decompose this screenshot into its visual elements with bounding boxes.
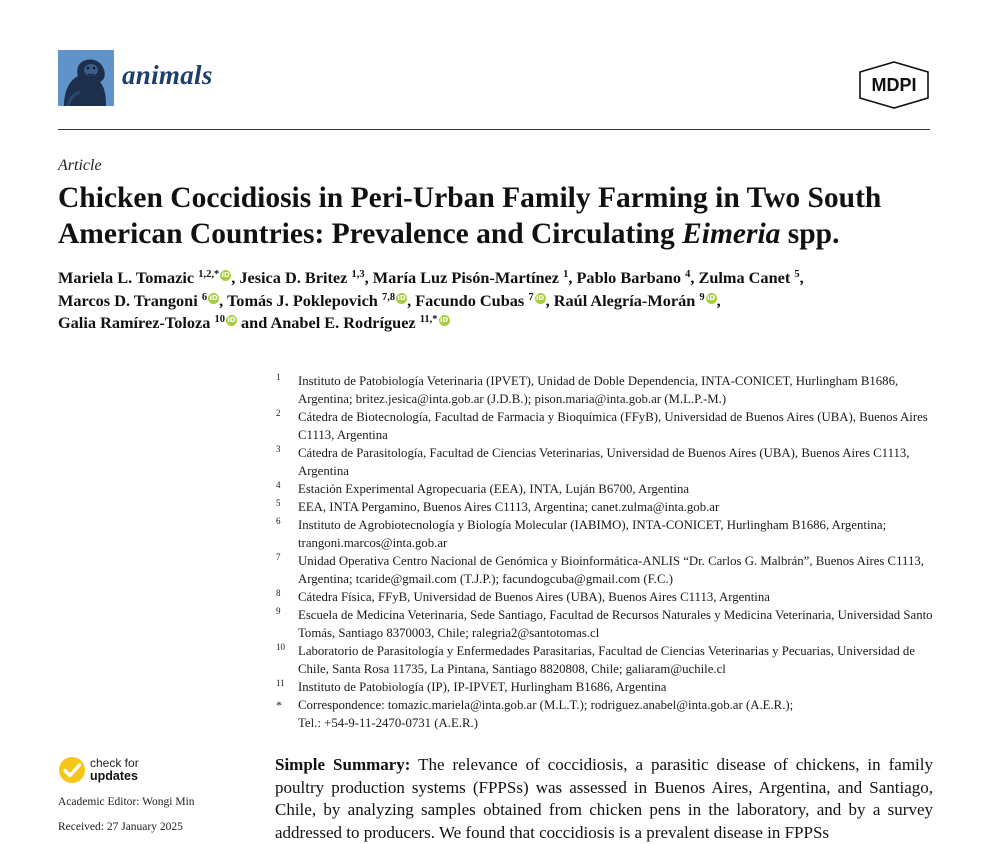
correspondence: * Correspondence: tomazic.mariela@inta.gob.ar (M.L.T.); rodriguez.anabel@inta.gob.ar (A.E.R.); Tel.: +54-9-11-2470-0731 (A.E.R.): [276, 698, 794, 730]
author: Mariela L. Tomazic $^{1,2,*}$ iD,: [58, 268, 240, 287]
author: María Luz Pisón-Martínez $^1$,: [372, 268, 577, 287]
affiliation-item: 9 Escuela de Medicina Veterinaria, Sede Santiago, Facultad de Recursos Naturales y Medicina Veterinaria, Universidad Santo Tomás, Santiago 8370003, Chile; ralegria2@santotomas.cl: [276, 606, 933, 640]
check-updates-label: check for updates: [90, 756, 139, 783]
author: Tomás J. Poklepovich $^{7,8}$ iD,: [226, 290, 416, 310]
author: Zulma Canet $^5$,: [698, 268, 804, 287]
academic-editor: Academic Editor: Wongi Min: [58, 796, 195, 808]
title-part-1: Chicken Coccidiosis in Peri-Urban Family Farming in Two South American Countries: Prevalence and Circulating: [58, 182, 882, 250]
affiliation-item: 4 Estación Experimental Agropecuaria (EEA), INTA, Luján B6700, Argentina: [276, 480, 690, 496]
affiliation-item: 8 Cátedra Física, FFyB, Universidad de Buenos Aires (UBA), Buenos Aires C1113, Argentina: [276, 588, 770, 604]
affiliation-item: 6 Instituto de Agrobiotecnología y Biología Molecular (IABIMO), INTA-CONICET, Hurlingham B1686, Argentina; trangoni.marcos@inta.gob.ar: [276, 516, 887, 550]
monkey-logo-icon[interactable]: [58, 50, 114, 106]
orcid-icon[interactable]: iD: [707, 293, 716, 302]
affiliation-item: 2 Cátedra de Biotecnología, Facultad de Farmacia y Bioquímica (FFyB), Universidad de Buenos Aires (UBA), Buenos Aires C1113, Argentina: [276, 408, 928, 442]
check-for-updates-button[interactable]: [58, 756, 188, 786]
affiliation-list: [274, 372, 944, 732]
summary-text: The relevance of coccidiosis, a parasitic disease of chickens, in family poultry production systems (FPPSs) was assessed in Buenos Aires, Argentina, and Santiago, Chile, by analyzing samples obtained from chicken pens in the laboratory, and by a survey addressed to producers. We found that coccidiosis is a prevalent disease in FPPSs: [275, 755, 933, 842]
mdpi-logo-icon[interactable]: [856, 60, 932, 110]
author-list: [58, 267, 938, 335]
header-divider: [58, 129, 930, 130]
affiliation-item: 10 Laboratorio de Parasitología y Enfermedades Parasitarias, Facultad de Ciencias Veterinarias y Pecuarias, Universidad de Chile, Santa Rosa 11735, La Pintana, Santiago 8820808, Chile; galiaram@uchile.cl: [276, 642, 915, 676]
affiliation-item: 3 Cátedra de Parasitología, Facultad de Ciencias Veterinarias, Universidad de Buenos Aires (UBA), Buenos Aires C1113, Argentina: [276, 444, 910, 478]
author: Anabel E. Rodríguez $^{11,*}$ iD: [270, 313, 449, 332]
title-italic: Eimeria: [682, 218, 781, 250]
author: Raúl Alegría-Morán $^9$ iD,: [553, 290, 721, 310]
author: Facundo Cubas $^7$ iD,: [415, 290, 554, 310]
orcid-icon[interactable]: iD: [535, 293, 545, 302]
check-updates-icon: [58, 756, 86, 784]
affiliation-item: 11 Instituto de Patobiología (IP), IP-IPVET, Hurlingham B1686, Argentina: [276, 678, 667, 694]
publisher-name: MDPI: [871, 75, 917, 95]
orcid-icon[interactable]: iD: [397, 293, 406, 302]
received-date: Received: 27 January 2025: [58, 821, 183, 833]
affiliation-item: 1 Instituto de Patobiología Veterinaria (IPVET), Unidad de Doble Dependencia, INTA-CONICET, Hurlingham B1686, Argentina; britez.jesica@inta.gob.ar (J.D.B.); pison.maria@inta.gob.ar (M.L.P.-M.): [276, 372, 899, 406]
orcid-icon[interactable]: iD: [209, 293, 218, 302]
simple-summary: [275, 754, 933, 844]
journal-header: [0, 0, 989, 132]
orcid-icon[interactable]: iD: [439, 316, 449, 324]
summary-label: Simple Summary:: [275, 755, 411, 774]
article-type: Article: [58, 157, 102, 174]
author: Marcos D. Trangoni $^6$ iD,: [58, 290, 227, 310]
affiliation-item: 5 EEA, INTA Pergamino, Buenos Aires C1113, Argentina; canet.zulma@inta.gob.ar: [276, 498, 720, 514]
author: Pablo Barbano $^4$,: [576, 268, 699, 287]
journal-name[interactable]: animals: [122, 60, 213, 90]
author: Jesica D. Britez $^{1,3}$,: [239, 268, 373, 287]
orcid-icon[interactable]: iD: [221, 271, 230, 279]
affiliation-item: 7 Unidad Operativa Centro Nacional de Genómica y Bioinformática-ANLIS “Dr. Carlos G. Malbrán”, Buenos Aires C1113, Argentina; tcaride@gmail.com (T.J.P.); facundogcuba@gmail.com (F.C.): [276, 552, 924, 586]
article-title: [58, 180, 958, 252]
title-part-2: spp.: [780, 218, 840, 250]
author: Galia Ramírez-Toloza $^{10}$ iD and: [58, 313, 271, 332]
orcid-icon[interactable]: iD: [227, 316, 236, 324]
